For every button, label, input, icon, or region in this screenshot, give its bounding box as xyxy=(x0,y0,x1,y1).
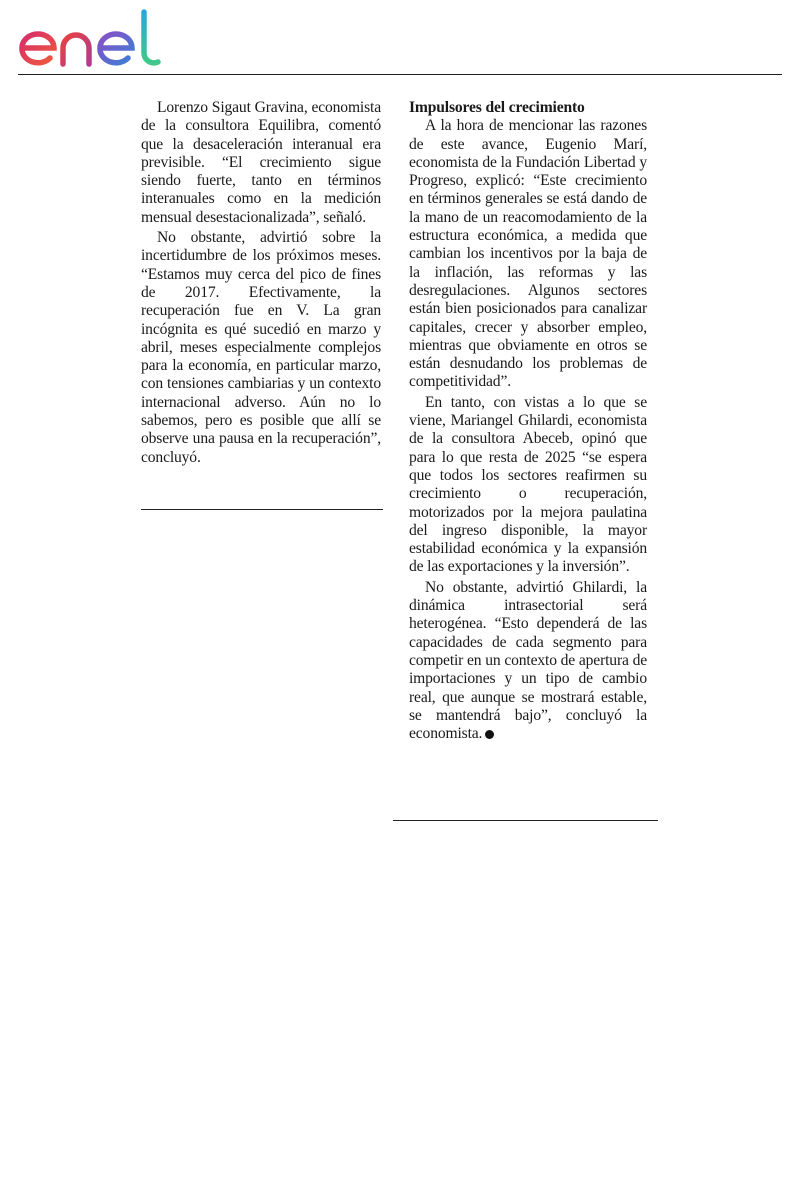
left-paragraph-1: Lorenzo Sigaut Gravina, economista de la consultora Equilibra, comentó que la desaceleración interanual era previsible. “El crecimiento sigue siendo fuerte, tanto en términos interanuales como en la medición mensual desestacionalizada”, señaló. xyxy=(141,99,381,226)
left-column-end-rule xyxy=(141,509,383,510)
right-paragraph-3 xyxy=(409,579,647,744)
enel-logo-graphic xyxy=(18,8,170,68)
header-divider xyxy=(18,74,782,75)
article-end-icon xyxy=(485,730,494,739)
article-right-column xyxy=(409,99,647,743)
article-left-column xyxy=(141,99,381,467)
left-paragraph-2: No obstante, advirtió sobre la incertidumbre de los próximos meses. “Estamos muy cerca del pico de fines de 2017. Efectivamente, la recuperación fue en V. La gran incógnita es qué sucedió en marzo y abril, meses especialmente complejos para la economía, en particular marzo, con tensiones cambiarias y un contexto internacional adverso. Aún no lo sabemos, pero es posible que allí se observe una pausa en la recuperación”, concluyó. xyxy=(141,229,381,466)
right-column-end-rule xyxy=(393,820,658,821)
section-heading: Impulsores del crecimiento xyxy=(409,99,585,116)
enel-logo xyxy=(18,8,170,68)
right-paragraph-1: A la hora de mencionar las razones de este avance, Eugenio Marí, economista de la Fundación Libertad y Progreso, explicó: “Este crecimiento en términos generales se está dando de la mano de un reacomodamiento de la estructura económica, a medida que cambian los incentivos por la baja de la inflación, las reformas y las desregulaciones. Algunos sectores están bien posicionados para canalizar capitales, crecer y absorber empleo, mientras que obviamente en otros se están desnudando los problemas de competitividad”. xyxy=(409,117,647,391)
right-paragraph-2: En tanto, con vistas a lo que se viene, Mariangel Ghilardi, economista de la consultora Abeceb, opinó que para lo que resta de 2025 “se espera que todos los sectores reafirmen su crecimiento o recuperación, motorizados por la mejora paulatina del ingreso disponible, la mayor estabilidad económica y la expansión de las exportaciones y la inversión”. xyxy=(409,393,647,576)
right-paragraph-3-text: No obstante, advirtió Ghilardi, la dinámica intrasectorial será heterogénea. “Esto dependerá de las capacidades de cada segmento para competir en un contexto de apertura de importaciones y un tipo de cambio real, que aunque se mostrará estable, se mantendrá bajo”, concluyó la economista. xyxy=(409,578,647,743)
